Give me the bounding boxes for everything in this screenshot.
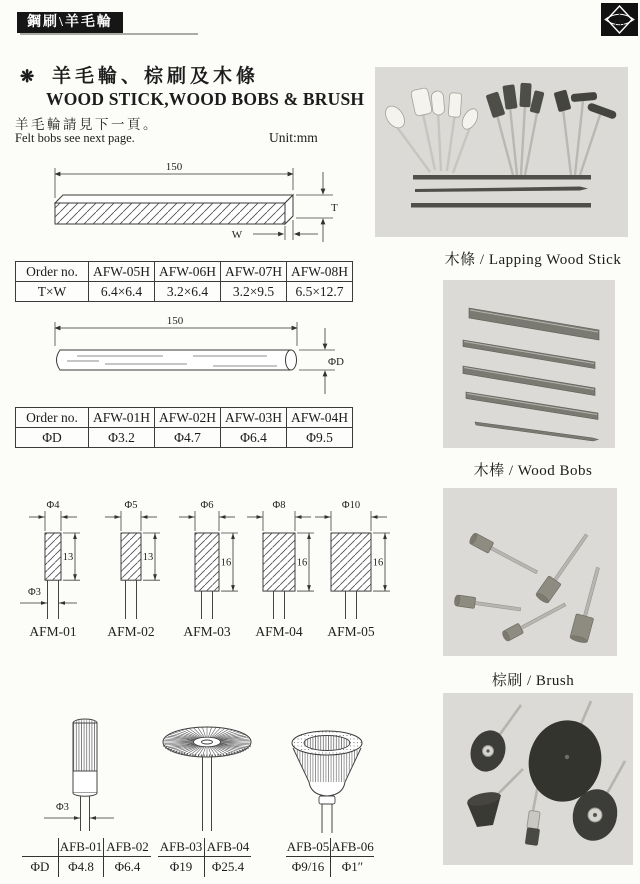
wood-bob-item: [454, 595, 521, 615]
lapping-sticks: [411, 175, 591, 208]
table-cell: AFW-05H: [89, 262, 155, 282]
wood-bobs-photo-illustration: [443, 488, 617, 656]
brush-diagram-row: [10, 703, 390, 836]
afm-top-dim-label: Φ5: [124, 500, 138, 511]
note-en: Felt bobs see next page.: [15, 131, 135, 145]
table-row: [16, 428, 353, 448]
table-cell: Φ6.4: [221, 428, 287, 448]
wood-bob-item: [535, 531, 593, 605]
table-cell: AFW-01H: [89, 408, 155, 428]
afb-header-cell: AFB-06: [331, 839, 374, 854]
wood-sticks-photo-illustration: [443, 280, 615, 448]
afb-header-row: [158, 838, 251, 857]
table-cell: 6.5×12.7: [287, 282, 353, 302]
unit-label: Unit:mm: [269, 130, 318, 145]
afm-item-label: AFM-03: [183, 624, 231, 639]
table-cell: T×W: [16, 282, 89, 302]
end-brush-shaft-dim-label: Φ3: [56, 802, 69, 813]
round-stick-diagram: [15, 310, 350, 402]
afb-header-row: [22, 838, 151, 857]
small-end-brush: [525, 810, 540, 845]
felt-bob-heads: [382, 87, 481, 131]
afm-diagram-afm-05: [315, 500, 390, 639]
afm-top-dim-label: Φ8: [272, 500, 286, 511]
afb-value-cell: Φ1″: [330, 857, 374, 877]
note-zh: 羊毛輪請見下一頁。: [15, 117, 159, 132]
flat-stick-spec-table: [15, 261, 353, 302]
cup-brush-diagram: [292, 731, 362, 833]
photo-wood-bobs: [443, 488, 617, 656]
wood-bob-item: [569, 565, 606, 644]
afb-spec-group: [22, 838, 151, 877]
flat-stick-thickness-label: T: [331, 202, 338, 214]
afm-top-dim-label: Φ4: [46, 500, 60, 511]
table-cell: 3.2×6.4: [155, 282, 221, 302]
brush-heads-middle: [486, 83, 545, 119]
end-brush-diagram: [44, 719, 114, 831]
afb-value-cell: Φ25.4: [204, 857, 251, 877]
photo-lapping-wood-sticks: [443, 280, 615, 448]
brush-stems-middle: [497, 105, 537, 175]
table-cell: Φ9.5: [287, 428, 353, 448]
afm-shaft-dim-label: Φ3: [28, 587, 41, 598]
table-cell: Order no.: [16, 262, 89, 282]
banner-underline: [20, 33, 198, 35]
afm-diagram-afm-03: [179, 500, 238, 639]
table-cell: AFW-08H: [287, 262, 353, 282]
table-cell: Φ4.7: [155, 428, 221, 448]
small-cup-brush: [466, 790, 502, 827]
section-title-zh: [20, 61, 259, 88]
wheel-brush-a: [465, 725, 511, 776]
round-stick-spec-table: [15, 407, 353, 448]
company-logo-icon: [601, 3, 638, 36]
afb-value-row: [158, 857, 251, 877]
end-brush-shaft-dim-arrows: [44, 816, 114, 820]
photo-brushes: [443, 693, 633, 865]
flat-stick-length-dim: 150: [165, 161, 183, 173]
afm-top-dim-label: Φ10: [341, 500, 361, 511]
felt-bobs-photo-illustration: [375, 67, 628, 237]
afm-height-dim-label: 16: [220, 557, 232, 569]
wood-bob-item: [501, 600, 568, 642]
afb-value-cell: ΦD: [30, 859, 50, 874]
logo-diamond-icon: [601, 3, 638, 36]
wood-bob-item: [468, 532, 540, 578]
afb-header-cell: AFB-03: [159, 839, 203, 854]
afm-top-dim-label: Φ6: [200, 500, 214, 511]
photo-label-brush: 棕刷 / Brush: [491, 673, 575, 689]
afm-diagram-afm-04: [247, 500, 314, 639]
afm-height-dim-label: 16: [296, 557, 308, 569]
table-cell: AFW-07H: [221, 262, 287, 282]
afb-header-row: [286, 838, 374, 857]
afb-header-cell: AFB-02: [103, 838, 151, 856]
photo-label-wood-bobs: 木棒 / Wood Bobs: [473, 463, 593, 479]
afm-item-label: AFM-05: [327, 624, 375, 639]
afb-value-row: [286, 857, 374, 877]
afb-value-row: [22, 857, 151, 877]
afb-header-cell: AFB-04: [204, 838, 251, 856]
afm-diagram-afm-01: [20, 500, 80, 639]
section-title-en: WOOD STICK,WOOD BOBS & BRUSH: [46, 89, 365, 109]
felt-bob-stems: [397, 109, 470, 173]
table-cell: 6.4×6.4: [89, 282, 155, 302]
table-cell: Order no.: [16, 408, 89, 428]
logo-letters-bottom: LB: [614, 19, 625, 28]
table-cell: AFW-04H: [287, 408, 353, 428]
afm-item-label: AFM-04: [255, 624, 303, 639]
afm-item-label: AFM-01: [29, 624, 77, 639]
table-cell: AFW-02H: [155, 408, 221, 428]
afb-spec-group: [158, 838, 251, 877]
photo-label-lapping-wood-stick: 木條 / Lapping Wood Stick: [444, 252, 622, 268]
flat-stick-diagram: [15, 158, 350, 258]
table-row: [16, 262, 353, 282]
flat-stick-width-label: W: [231, 229, 243, 241]
afb-value-cell: Φ9/16: [291, 859, 325, 874]
afb-value-cell: Φ4.8: [58, 857, 103, 877]
logo-letter-top: Y: [616, 10, 623, 19]
wood-bobs-diagram-row: [10, 495, 390, 645]
afb-header-cell: [22, 838, 58, 856]
round-stick-diameter-label: ΦD: [328, 356, 344, 368]
table-row: [16, 282, 353, 302]
table-cell: AFW-03H: [221, 408, 287, 428]
afb-value-cell: Φ19: [169, 859, 193, 874]
afb-header-cell: AFB-05: [286, 839, 330, 854]
afm-diagram-afm-02: [105, 500, 160, 639]
afb-header-cell: AFB-01: [59, 839, 103, 854]
table-cell: ΦD: [16, 428, 89, 448]
afm-height-dim-label: 13: [142, 552, 154, 564]
table-cell: Φ3.2: [89, 428, 155, 448]
afb-value-cell: Φ6.4: [103, 857, 151, 877]
afm-height-dim-label: 13: [62, 552, 74, 564]
round-stick-length-dim: 150: [166, 315, 184, 327]
photo-felt-bobs-and-brushes: [375, 67, 628, 237]
wood-stick-bars: [463, 308, 599, 441]
page-banner: [17, 12, 123, 33]
table-row: [16, 408, 353, 428]
table-cell: AFW-06H: [155, 262, 221, 282]
table-cell: 3.2×9.5: [221, 282, 287, 302]
title-zh-text: 羊毛輪、棕刷及木條: [52, 66, 260, 87]
afm-item-label: AFM-02: [107, 624, 155, 639]
brushes-photo-illustration: [443, 693, 633, 865]
wheel-brush-diagram: [163, 727, 251, 831]
flower-bullet-icon: ❋: [20, 67, 35, 86]
banner-title: 鋼刷\羊毛輪: [27, 15, 113, 30]
afm-height-dim-label: 16: [372, 557, 384, 569]
afb-spec-group: [286, 838, 374, 877]
